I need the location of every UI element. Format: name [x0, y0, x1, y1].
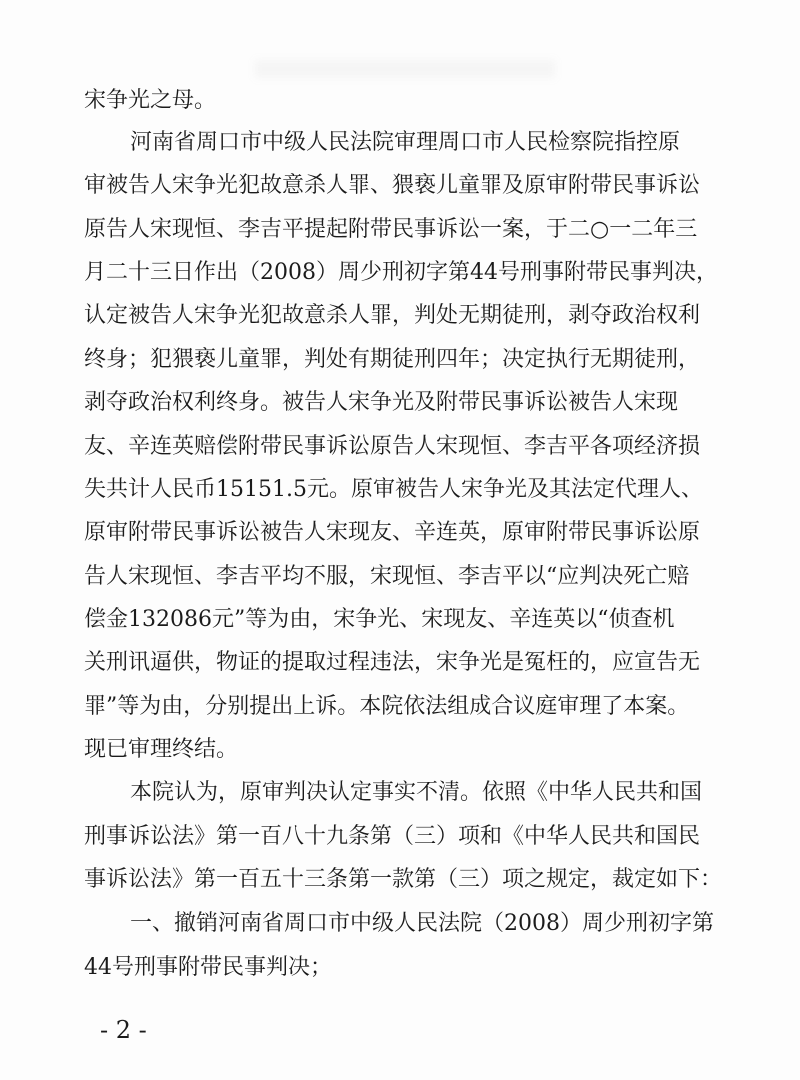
text-line-14: 关刑讯逼供，物证的提取过程违法，宋争光是冤枉的，应宣告无	[84, 650, 701, 675]
text-line-21: 44号刑事附带民事判决；	[84, 955, 332, 980]
text-line-7: 终身；犯猥亵儿童罪，判处有期徒刑四年；决定执行无期徒刑，	[84, 347, 701, 372]
text-line-12: 告人宋现恒、李吉平均不服，宋现恒、李吉平以“应判决死亡赔	[84, 564, 690, 589]
text-line-17: 本院认为，原审判决认定事实不清。依照《中华人民共和国	[130, 780, 703, 805]
page-number: - 2 -	[100, 1016, 147, 1044]
text-line-5: 月二十三日作出（2008）周少刑初字第44号刑事附带民事判决，	[84, 260, 718, 285]
text-line-2: 河南省周口市中级人民法院审理周口市人民检察院指控原	[130, 130, 681, 155]
text-line-8: 剥夺政治权利终身。被告人宋争光及附带民事诉讼被告人宋现	[84, 390, 679, 415]
show-through-text-shadow	[255, 60, 555, 78]
text-line-18: 刑事诉讼法》第一百八十九条第（三）项和《中华人民共和国民	[84, 824, 701, 849]
text-line-6: 认定被告人宋争光犯故意杀人罪，判处无期徒刑，剥夺政治权利	[84, 303, 701, 328]
text-line-10: 失共计人民币15151.5元。原审被告人宋争光及其法定代理人、	[84, 477, 703, 502]
text-line-15: 罪”等为由，分别提出上诉。本院依法组成合议庭审理了本案。	[84, 694, 690, 719]
text-line-4: 原告人宋现恒、李吉平提起附带民事诉讼一案，于二○一二年三	[84, 217, 698, 242]
text-line-19: 事诉讼法》第一百五十三条第一款第（三）项之规定，裁定如下：	[84, 867, 723, 892]
text-line-9: 友、辛连英赔偿附带民事诉讼原告人宋现恒、李吉平各项经济损	[84, 434, 701, 459]
text-line-13: 偿金132086元”等为由，宋争光、宋现友、辛连英以“侦查机	[84, 607, 675, 632]
text-line-3: 审被告人宋争光犯故意杀人罪、猥亵儿童罪及原审附带民事诉讼	[84, 173, 701, 198]
text-line-20: 一、撤销河南省周口市中级人民法院（2008）周少刑初字第	[130, 911, 714, 936]
text-line-16: 现已审理终结。	[84, 737, 239, 762]
text-line-1: 宋争光之母。	[84, 88, 217, 113]
text-line-11: 原审附带民事诉讼被告人宋现友、辛连英，原审附带民事诉讼原	[84, 520, 701, 545]
